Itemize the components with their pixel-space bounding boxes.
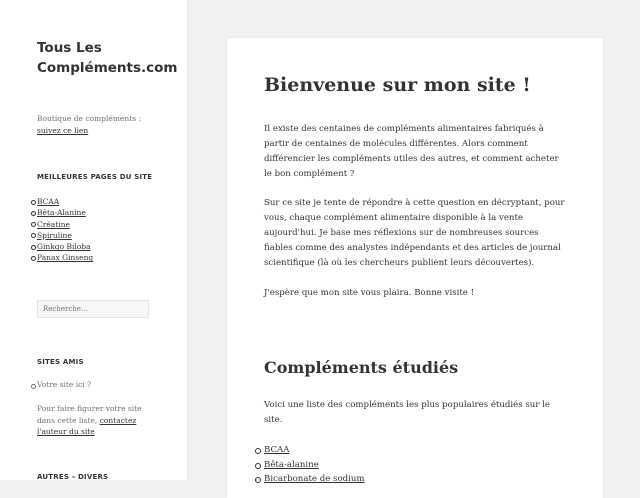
studied-link-bicarbonate[interactable]: Bicarbonate de sodium: [264, 474, 365, 484]
contact-author-link[interactable]: contactez l'auteur du site: [37, 415, 137, 436]
best-page-link-ginseng[interactable]: Panax Ginseng: [37, 253, 94, 263]
others-title: AUTRES – DIVERS: [37, 473, 109, 481]
best-page-link-bcaa[interactable]: BCAA: [37, 197, 60, 206]
best-page-link-beta-alanine[interactable]: Bêta-Alanine: [37, 208, 86, 218]
site-description-text: Boutique de compléments :: [37, 114, 141, 123]
studied-item: [264, 458, 365, 473]
studied-item: [264, 443, 365, 458]
best-page-link-ginkgo[interactable]: Ginkgo Biloba: [37, 242, 91, 252]
welcome-paragraph: J'espère que mon site vous plaira. Bonne visite !: [264, 288, 475, 298]
best-page-item: [37, 230, 93, 241]
studied-item: [264, 472, 365, 487]
best-page-item: [37, 241, 93, 252]
friends-text: [37, 403, 152, 438]
best-page-item: [37, 219, 93, 230]
section-title: Compléments étudiés: [264, 358, 459, 377]
approach-paragraph: Sur ce site je tente de répondre à cette question en décryptant, pour vous, chaque complément alimentaire disponible à la vente aujourd'hui. Je base mes réflexions sur de nombreuses sources fiables comme des analystes indépendants et des articles de journal scientifique (là où les chercheurs publient leurs découvertes).: [264, 198, 565, 268]
best-page-item: [37, 196, 93, 207]
site-title-line2[interactable]: Compléments.com: [37, 60, 178, 76]
site-title-line1[interactable]: Tous Les: [37, 40, 102, 56]
friends-text-body: Pour faire figurer votre site dans cette liste,: [37, 404, 142, 425]
best-page-link-creatine[interactable]: Créatine: [37, 219, 70, 229]
site-description: [37, 113, 167, 137]
studied-link-beta-alanine[interactable]: Bêta-alanine: [264, 459, 319, 470]
best-page-link-spiruline[interactable]: Spiruline: [37, 230, 72, 240]
sidebar: [0, 0, 187, 480]
search-input[interactable]: [37, 300, 149, 318]
page-title: Bienvenue sur mon site !: [264, 74, 531, 96]
best-page-item: [37, 207, 93, 218]
main-content: [227, 38, 603, 498]
best-pages-list: [37, 196, 93, 264]
intro-paragraph: Il existe des centaines de compléments alimentaires fabriqués à partir de centaines de molécules différentes. Alors comment différencier les compléments utiles des autres, et comment acheter le bon complément ?: [264, 124, 559, 179]
shop-link[interactable]: suivez ce lien: [37, 126, 89, 135]
site-title[interactable]: [37, 38, 182, 78]
best-page-item: [37, 252, 93, 263]
studied-link-bcaa[interactable]: BCAA: [264, 445, 290, 455]
best-pages-title: MEILLEURES PAGES DU SITE: [37, 173, 153, 181]
friends-title: SITES AMIS: [37, 358, 84, 366]
friends-list-item: Votre site ici ?: [37, 380, 92, 389]
section-intro: Voici une liste des compléments les plus populaires étudiés sur le site.: [264, 400, 551, 425]
